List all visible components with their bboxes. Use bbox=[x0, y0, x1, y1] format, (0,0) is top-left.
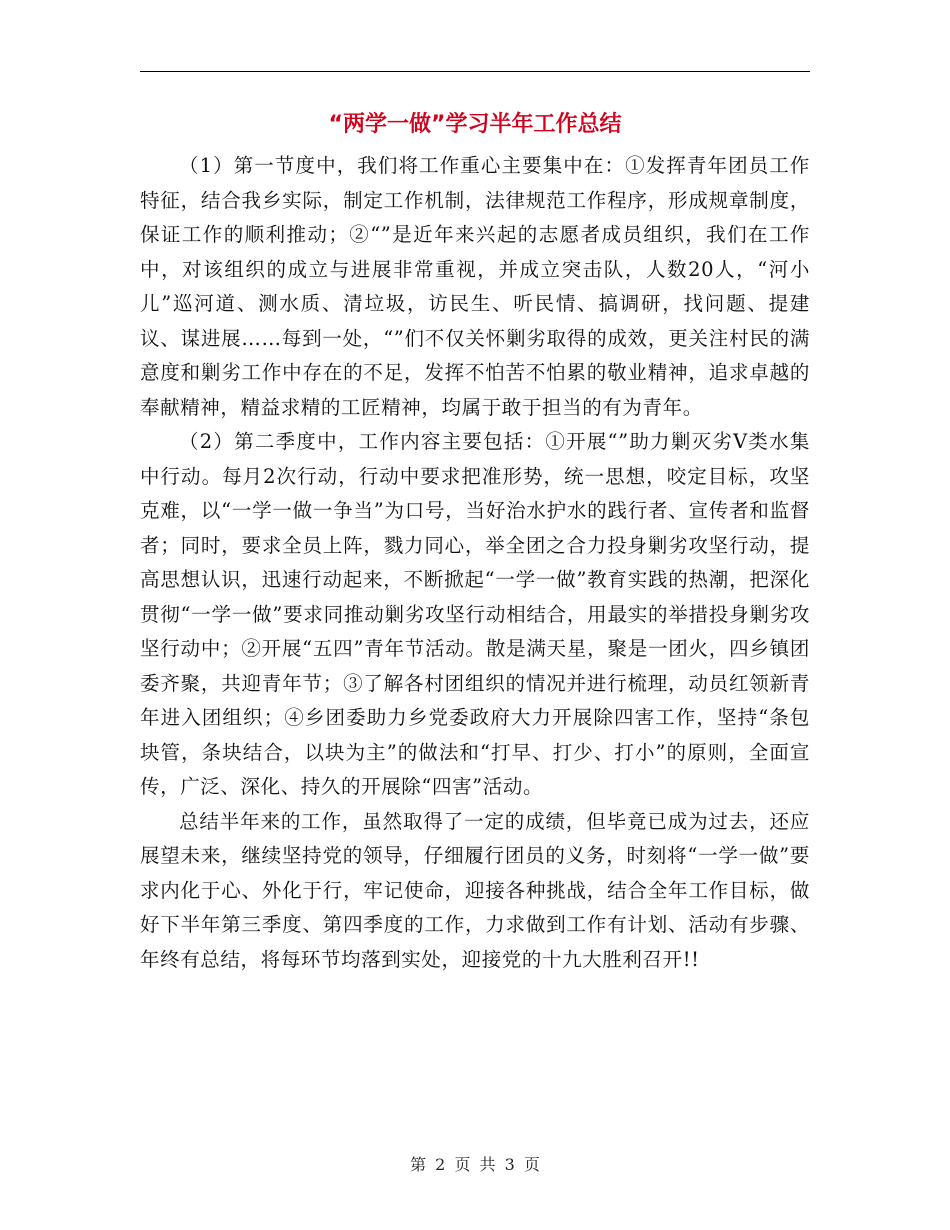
paragraph-summary: 总结半年来的工作，虽然取得了一定的成绩，但毕竟已成为过去，还应展望未来，继续坚持党的领导，仔细履行团员的义务，时刻将“一学一做”要求内化于心、外化于行，牢记使命，迎接各种挑战，结合全年工作目标，做好下半年第三季度、第四季度的工作，力求做到工作有计划、活动有步骤、年终有总结，将每环节均落到实处，迎接党的十九大胜利召开!! bbox=[140, 809, 810, 971]
page-number-footer: 第 2 页 共 3 页 bbox=[410, 1155, 540, 1174]
document-body bbox=[140, 149, 810, 977]
document-title: “两学一做”学习半年工作总结 bbox=[328, 112, 622, 137]
paragraph-first-quarter: （1）第一节度中，我们将工作重心主要集中在：①发挥青年团员工作特征，结合我乡实际，制定工作机制，法律规范工作程序，形成规章制度，保证工作的顺利推动；②“”是近年来兴起的志愿者成员组织，我们在工作中，对该组织的成立与进展非常重视，并成立突击队，人数20人，“河小儿”巡河道、测水质、清垃圾，访民生、听民情、搞调研，找问题、提建议、谋进展……每到一处，“”们不仅关怀剿劣取得的成效，更关注村民的满意度和剿劣工作中存在的不足，发挥不怕苦不怕累的敬业精神，追求卓越的奉献精神，精益求精的工匠精神，均属于敢于担当的有为青年。 bbox=[140, 154, 810, 419]
paragraph-second-quarter: （2）第二季度中，工作内容主要包括：①开展“”助力剿灭劣V类水集中行动。每月2次行动，行动中要求把准形势，统一思想，咬定目标，攻坚克难，以“一学一做一争当”为口号，当好治水护水的践行者、宣传者和监督者；同时，要求全员上阵，戮力同心，举全团之合力投身剿劣攻坚行动，提高思想认识，迅速行动起来，不断掀起“一学一做”教育实践的热潮，把深化贯彻“一学一做”要求同推动剿劣攻坚行动相结合，用最实的举措投身剿劣攻坚行动中；②开展“五四”青年节活动。散是满天星，聚是一团火，四乡镇团委齐聚，共迎青年节；③了解各村团组织的情况并进行梳理，动员红领新青年进入团组织；④乡团委助力乡党委政府大力开展除四害工作，坚持“条包块管，条块结合，以块为主”的做法和“打早、打少、打小”的原则，全面宣传，广泛、深化、持久的开展除“四害”活动。 bbox=[140, 430, 810, 798]
header-rule bbox=[140, 71, 810, 72]
